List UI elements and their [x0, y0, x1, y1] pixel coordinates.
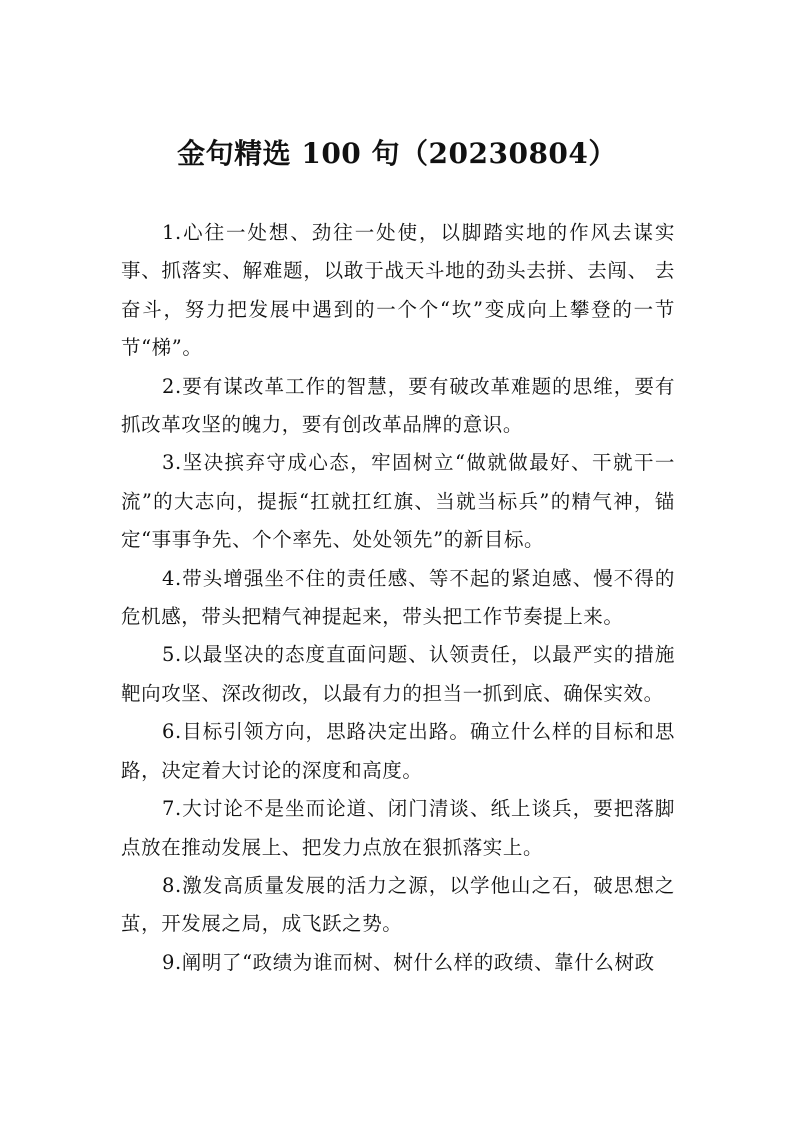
document-body: [121, 214, 675, 982]
paragraph-6: 6.目标引领方向，思路决定出路。确立什么样的目标和思路，决定着大讨论的深度和高度。: [121, 720, 675, 782]
paragraph-3: 3.坚决摈弃守成心态，牢固树立“做就做最好、干就干一流”的大志向，提振“扛就扛红旗、当就当标兵”的精气神，锚定“事事争先、个个率先、处处领先”的新目标。: [121, 451, 675, 552]
document-title: 金句精选 100 句（20230804）: [177, 137, 617, 170]
paragraph-9: 9.阐明了“政绩为谁而树、树什么样的政绩、靠什么树政: [162, 950, 655, 974]
paragraph-4: 4.带头增强坐不住的责任感、等不起的紧迫感、慢不得的危机感，带头把精气神提起来，带头把工作节奏提上来。: [121, 566, 675, 629]
paragraph-8: 8.激发高质量发展的活力之源，以学他山之石，破思想之茧，开发展之局，成飞跃之势。: [121, 873, 675, 936]
paragraph-7: 7.大讨论不是坐而论道、闭门清谈、纸上谈兵，要把落脚点放在推动发展上、把发力点放在狠抓落实上。: [121, 797, 675, 859]
paragraph-5: 5.以最坚决的态度直面问题、认领责任，以最严实的措施靶向攻坚、深改彻改，以最有力的担当一抓到底、确保实效。: [121, 643, 675, 705]
paragraph-2: 2.要有谋改革工作的智慧，要有破改革难题的思维，要有抓改革攻坚的魄力，要有创改革品牌的意识。: [121, 374, 675, 437]
paragraph-1: 1.心往一处想、劲往一处使，以脚踏实地的作风去谋实事、抓落实、解难题，以敢于战天斗地的劲头去拼、去闯、 去奋斗，努力把发展中遇到的一个个“坎”变成向上攀登的一节节“梯”。: [121, 221, 675, 360]
